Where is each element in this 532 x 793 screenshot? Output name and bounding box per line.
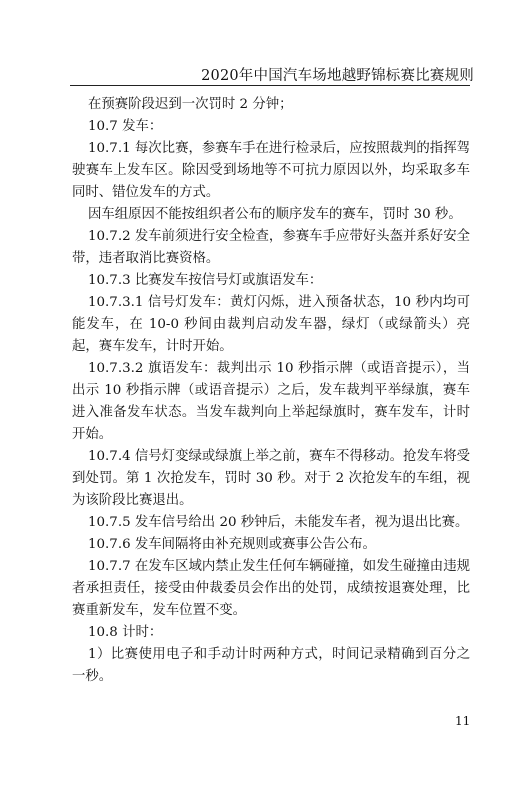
section-heading-start: 10.7 发车： — [88, 119, 163, 134]
paragraph-10-7-3-2: 10.7.3.2 旗语发车：裁判出示 10 秒指示牌（或语音提示），当出示 10 秒指示牌（或语音提示）之后，发车裁判平举绿旗，赛车进入准备发车状态。当发车裁判向上举起绿旗时，赛车发车，计时开始。 — [72, 361, 470, 442]
paragraph-10-7-2: 10.7.2 发车前须进行安全检查，参赛车手应带好头盔并系好安全带，违者取消比赛资格。 — [72, 229, 470, 266]
running-header-title: 2020年中国汽车场地越野锦标赛比赛规则 — [201, 68, 474, 84]
paragraph-10-7-3-1: 10.7.3.1 信号灯发车：黄灯闪烁，进入预备状态，10 秒内均可能发车，在 10-0 秒间由裁判启动发车器，绿灯（或绿箭头）亮起，赛车发车，计时开始。 — [72, 295, 470, 354]
header-divider — [70, 85, 470, 86]
paragraph-10-7-5: 10.7.5 发车信号给出 20 秒钟后，未能发车者，视为退出比赛。 — [88, 515, 469, 530]
paragraph-10-7-7: 10.7.7 在发车区域内禁止发生任何车辆碰撞，如发生碰撞由违规者承担责任，接受由仲裁委员会作出的处罚，成绩按退赛处理，比赛重新发车，发车位置不变。 — [72, 559, 470, 618]
body-text — [72, 94, 470, 688]
paragraph-order-penalty: 因车组原因不能按组织者公布的顺序发车的赛车，罚时 30 秒。 — [88, 207, 462, 222]
paragraph-10-7-1: 10.7.1 每次比赛，参赛车手在进行检录后，应按照裁判的指挥驾驶赛车上发车区。除因受到场地等不可抗力原因以外，均采取多车同时、错位发车的方式。 — [72, 141, 470, 200]
section-heading-timing: 10.8 计时： — [88, 625, 163, 640]
page-number: 11 — [455, 714, 471, 728]
paragraph-late-penalty: 在预赛阶段迟到一次罚时 2 分钟； — [88, 97, 293, 112]
paragraph-10-7-6: 10.7.6 发车间隔将由补充规则或赛事公告公布。 — [88, 537, 376, 552]
paragraph-10-7-4: 10.7.4 信号灯变绿或绿旗上举之前，赛车不得移动。抢发车将受到处罚。第 1 次抢发车，罚时 30 秒。对于 2 次抢发车的车组，视为该阶段比赛退出。 — [72, 449, 470, 508]
paragraph-timing-item-1: 1）比赛使用电子和手动计时两种方式，时间记录精确到百分之一秒。 — [72, 647, 470, 684]
paragraph-10-7-3: 10.7.3 比赛发车按信号灯或旗语发车： — [88, 273, 323, 288]
